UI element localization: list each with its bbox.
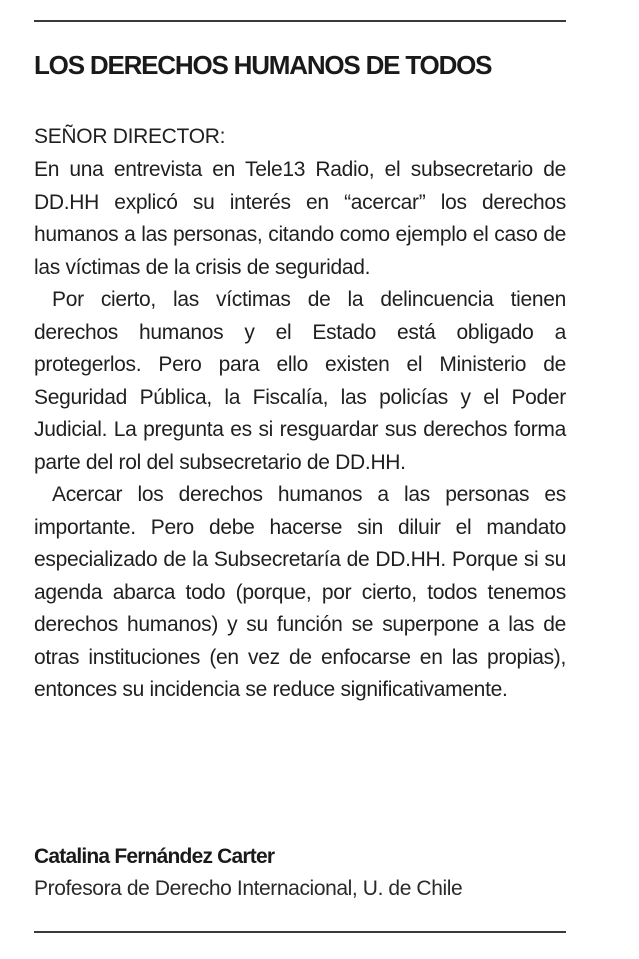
bottom-divider <box>34 931 566 933</box>
body-paragraph-3: Acercar los derechos humanos a las personas es importante. Pero debe hacerse sin diluir el mandato especializado de la Subsecretaría de DD.HH. Porque si su agenda abarca todo (porque, por cierto, todos tenemos derechos humanos) y su función se superpone a las de otras instituciones (en vez de enfocarse en las propias), entonces su incidencia se reduce significativamente. <box>34 483 566 701</box>
letter-headline: LOS DERECHOS HUMANOS DE TODOS <box>34 50 492 80</box>
letter-salutation: SEÑOR DIRECTOR: <box>34 125 226 148</box>
body-paragraph-1: En una entrevista en Tele13 Radio, el subsecretario de DD.HH explicó su interés en “acercar” los derechos humanos a las personas, citando como ejemplo el caso de las víctimas de la crisis de seguridad. <box>34 158 566 279</box>
author-affiliation: Profesora de Derecho Internacional, U. de Chile <box>34 877 463 900</box>
top-divider <box>34 20 566 22</box>
letter-body <box>34 154 566 707</box>
author-name: Catalina Fernández Carter <box>34 845 275 868</box>
body-paragraph-2: Por cierto, las víctimas de la delincuencia tienen derechos humanos y el Estado está obligado a protegerlos. Pero para ello existen el Ministerio de Seguridad Pública, la Fiscalía, las policías y el Poder Judicial. La pregunta es si resguardar sus derechos forma parte del rol del subsecretario de DD.HH. <box>34 288 566 474</box>
